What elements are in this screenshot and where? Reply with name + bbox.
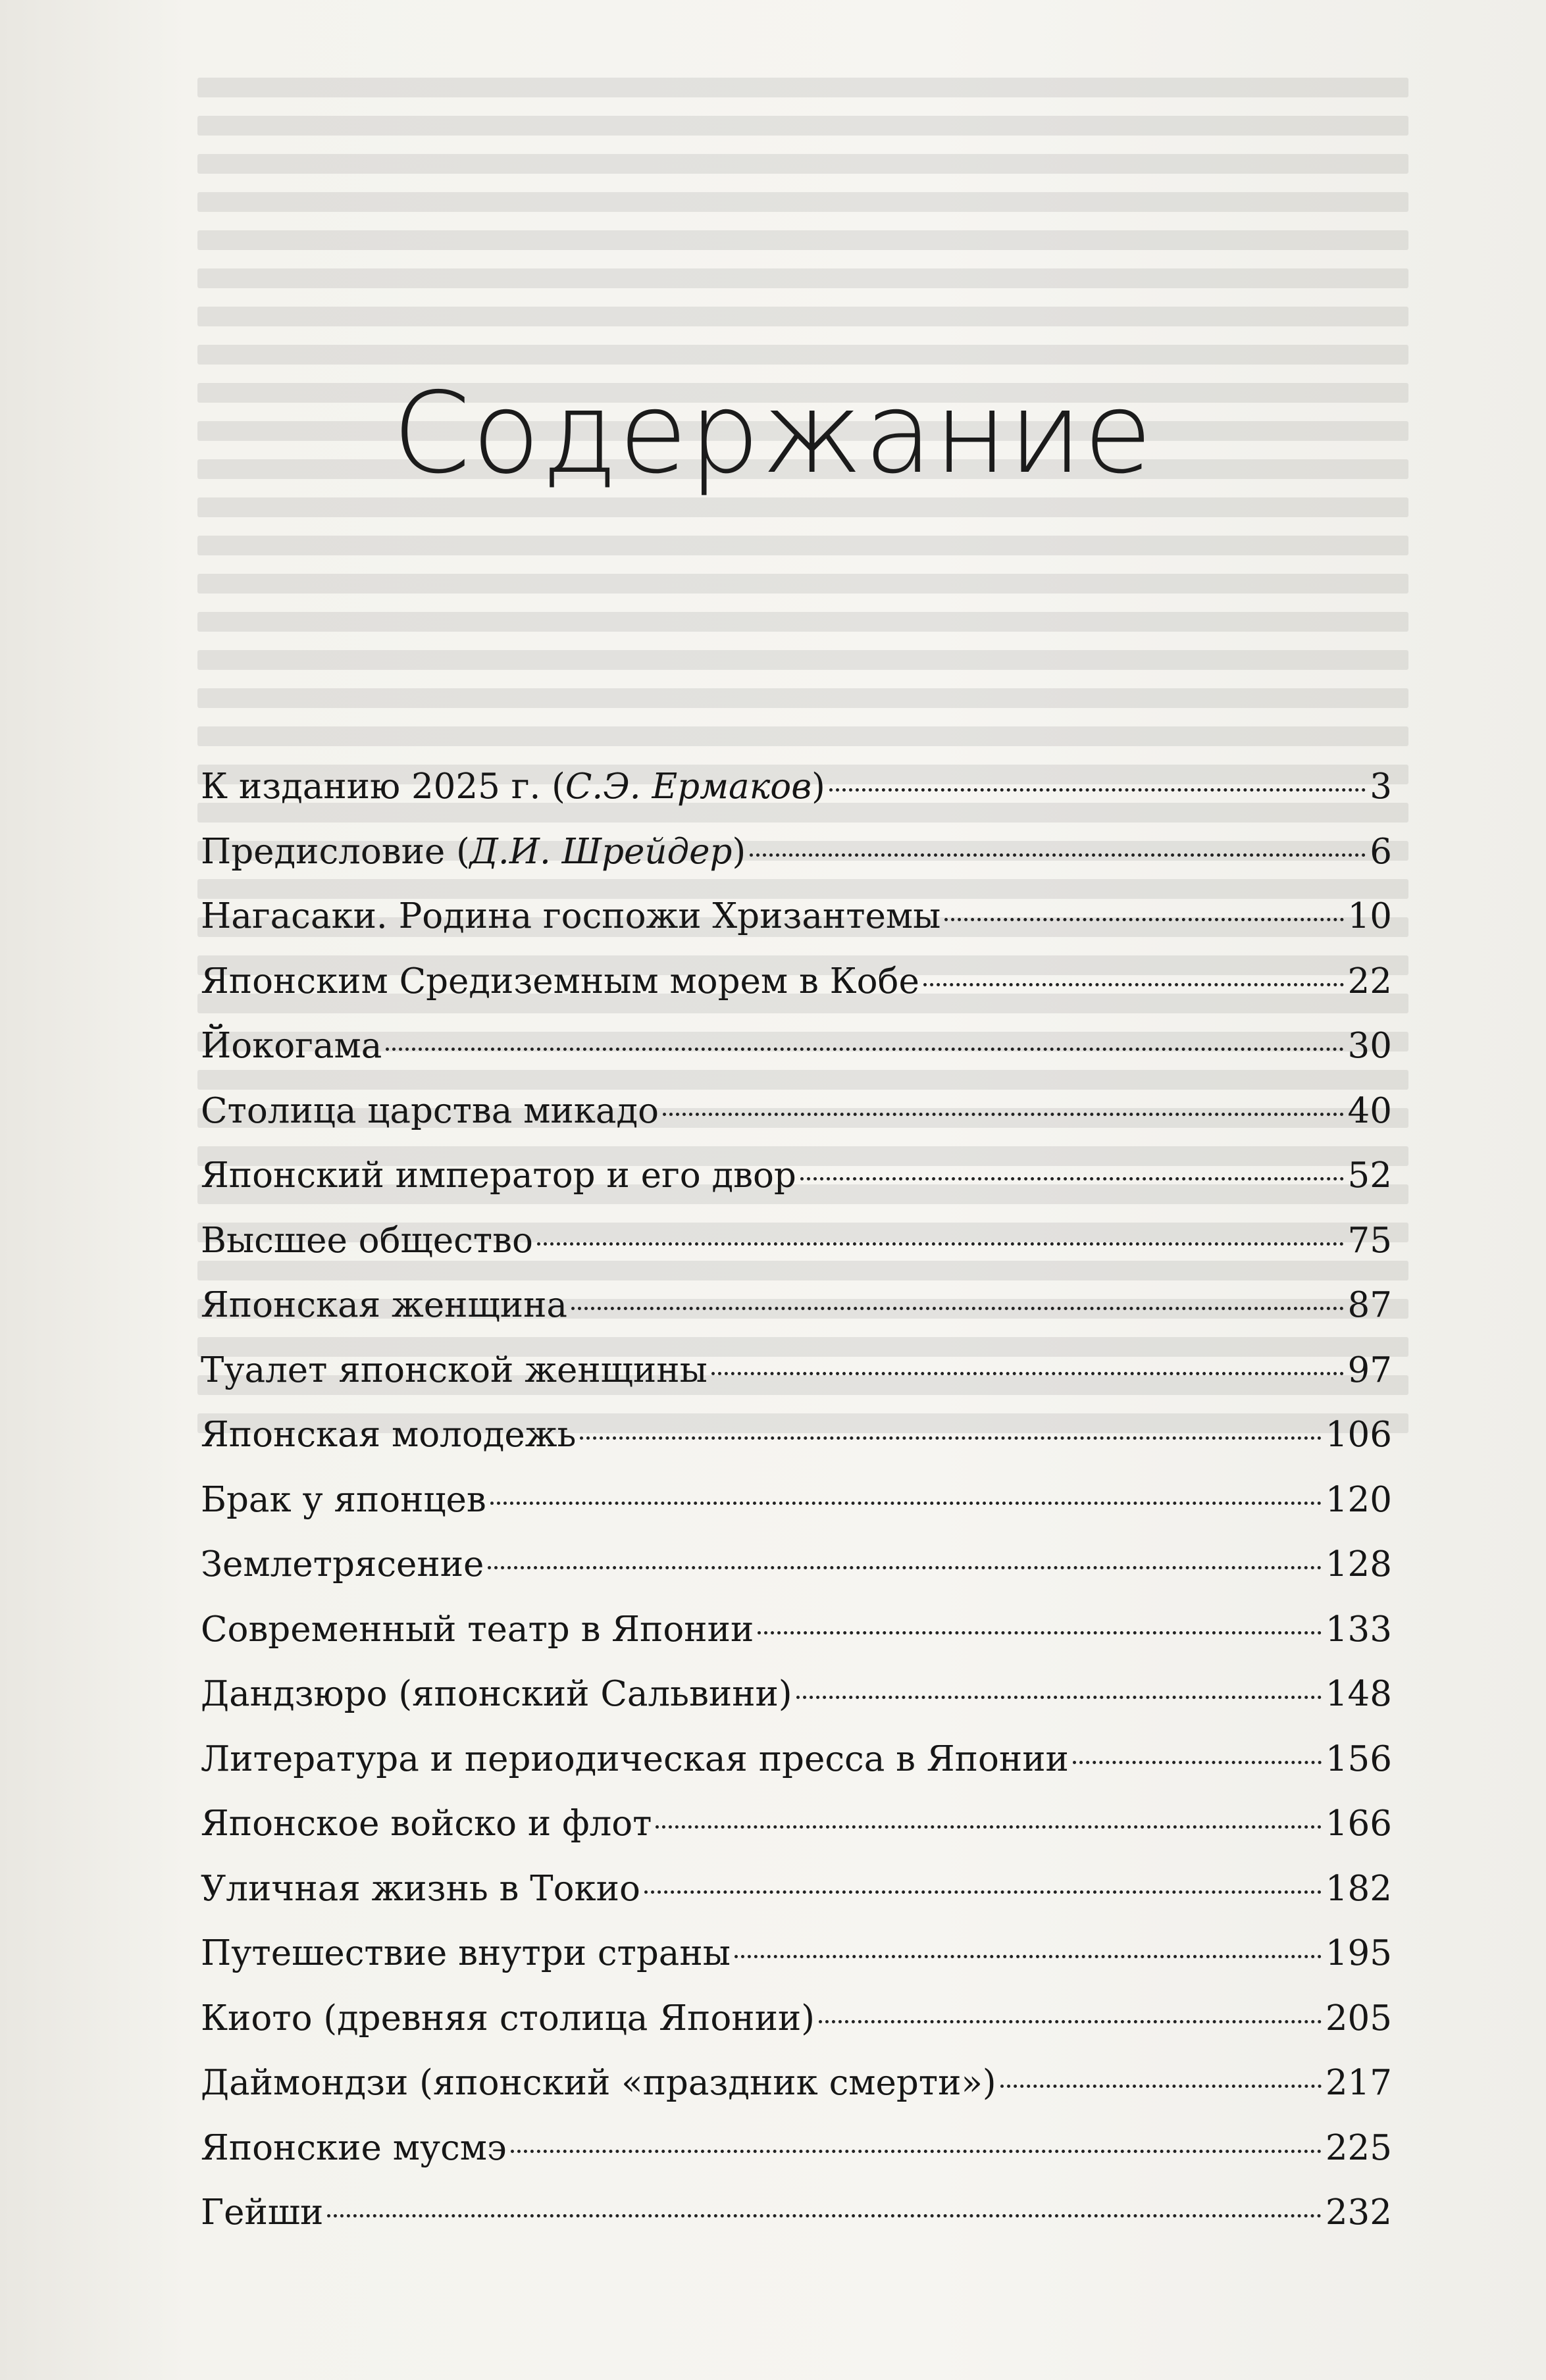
toc-dot-leader — [580, 1436, 1321, 1440]
toc-dot-leader — [490, 1502, 1322, 1505]
toc-page-number: 128 — [1325, 1544, 1392, 1584]
toc-entry-title-text: Землетрясение — [201, 1544, 484, 1584]
toc-entry-author: С.Э. Ермаков — [565, 767, 812, 807]
toc-page-number: 106 — [1325, 1415, 1392, 1455]
toc-dot-leader — [711, 1372, 1344, 1375]
toc-entry-title — [201, 2128, 507, 2168]
toc-entry-title-text: Японское войско и флот — [201, 1804, 652, 1844]
toc-entry-title-text: Дандзюро (японский Сальвини) — [201, 1674, 792, 1714]
toc-entry — [201, 1415, 1392, 1480]
toc-entry-title — [201, 767, 825, 807]
toc-entry-title-text: Японские мусмэ — [201, 2127, 507, 2168]
toc-entry — [201, 1221, 1392, 1286]
toc-entry-title-text: Литература и периодическая пресса в Японии — [201, 1738, 1069, 1779]
toc-entry-title — [201, 896, 940, 936]
toc-page-number: 22 — [1347, 961, 1392, 1001]
toc-entry-title — [201, 1674, 792, 1714]
toc-dot-leader — [644, 1890, 1322, 1894]
toc-dot-leader — [488, 1566, 1321, 1569]
toc-entry-title-text: Предисловие ( — [201, 831, 470, 872]
toc-page-number: 166 — [1325, 1804, 1392, 1844]
toc-entry — [201, 2063, 1392, 2128]
toc-entry — [201, 1091, 1392, 1156]
toc-dot-leader — [1073, 1761, 1322, 1764]
toc-dot-leader — [923, 983, 1344, 986]
toc-page-number: 10 — [1347, 896, 1392, 936]
toc-dot-leader — [758, 1631, 1322, 1634]
toc-entry — [201, 1998, 1392, 2064]
toc-entry-title — [201, 1026, 382, 1066]
toc-entry-title — [201, 1998, 815, 2038]
toc-dot-leader — [386, 1048, 1343, 1051]
toc-entry — [201, 1869, 1392, 1934]
toc-page-number: 75 — [1347, 1220, 1392, 1261]
toc-entry-title-text: Гейши — [201, 2192, 324, 2233]
toc-entry-title-text: Туалет японской женщины — [201, 1350, 708, 1390]
toc-entry-title — [201, 1091, 659, 1131]
toc-entry-title — [201, 1350, 708, 1390]
toc-page-number: 182 — [1325, 1868, 1392, 1909]
toc-entry — [201, 1544, 1392, 1609]
toc-entry-title — [201, 1609, 754, 1650]
toc-dot-leader — [327, 2214, 1321, 2217]
toc-entry-title-text: Японский император и его двор — [201, 1155, 796, 1196]
toc-entry-title — [201, 832, 746, 872]
toc-entry — [201, 2128, 1392, 2193]
toc-entry-title — [201, 1933, 731, 1973]
toc-dot-leader — [656, 1825, 1321, 1829]
toc-page-number: 6 — [1370, 831, 1392, 872]
toc-page-number: 195 — [1325, 1933, 1392, 1973]
toc-entry-title-end: ) — [732, 831, 746, 872]
toc-page-number: 156 — [1325, 1738, 1392, 1779]
toc-entry-title-text: Современный театр в Японии — [201, 1609, 754, 1650]
toc-entry-title — [201, 1155, 796, 1196]
toc-dot-leader — [571, 1307, 1344, 1310]
toc-entry-title — [201, 2063, 996, 2103]
toc-entry-title — [201, 1869, 640, 1909]
toc-entry — [201, 2192, 1392, 2258]
toc-entry-title-text: Японская молодежь — [201, 1415, 577, 1455]
toc-entry-title — [201, 1285, 567, 1325]
toc-entry-title — [201, 1804, 652, 1844]
toc-page-number: 52 — [1347, 1155, 1392, 1196]
toc-entry — [201, 1674, 1392, 1739]
toc-page-number: 217 — [1325, 2063, 1392, 2103]
toc-entry-author: Д.И. Шрейдер — [469, 831, 733, 872]
toc-dot-leader — [734, 1955, 1322, 1958]
toc-entry-title-text: Киото (древняя столица Японии) — [201, 1998, 815, 2038]
toc-dot-leader — [800, 1177, 1344, 1180]
toc-entry-title-text: Даймондзи (японский «праздник смерти») — [201, 2063, 996, 2103]
toc-dot-leader — [829, 788, 1366, 792]
toc-dot-leader — [819, 2020, 1322, 2023]
toc-page-number: 133 — [1325, 1609, 1392, 1650]
toc-dot-leader — [750, 853, 1366, 857]
toc-entry-title-text: Столица царства микадо — [201, 1090, 659, 1131]
toc-page-number: 97 — [1347, 1350, 1392, 1390]
toc-entry-title-text: К изданию 2025 г. ( — [201, 767, 565, 807]
toc-entry — [201, 1739, 1392, 1804]
toc-page-number: 232 — [1325, 2192, 1392, 2233]
table-of-contents — [201, 767, 1392, 2258]
toc-page-number: 40 — [1347, 1090, 1392, 1131]
toc-page-number: 225 — [1325, 2127, 1392, 2168]
toc-page-number: 205 — [1325, 1998, 1392, 2038]
toc-entry — [201, 767, 1392, 832]
toc-entry-title-text: Йокогама — [201, 1026, 382, 1066]
toc-entry-title — [201, 2192, 323, 2233]
toc-entry-title-text: Нагасаки. Родина госпожи Хризантемы — [201, 896, 941, 936]
toc-entry-title — [201, 1480, 486, 1520]
toc-entry — [201, 1480, 1392, 1545]
toc-entry-title — [201, 1415, 576, 1455]
page-title: Содержание — [392, 368, 1154, 499]
toc-entry — [201, 1804, 1392, 1869]
toc-entry — [201, 1155, 1392, 1221]
toc-entry — [201, 1350, 1392, 1415]
toc-entry — [201, 1026, 1392, 1091]
toc-dot-leader — [663, 1113, 1344, 1116]
toc-entry — [201, 961, 1392, 1026]
toc-page-number: 120 — [1325, 1479, 1392, 1520]
toc-dot-leader — [944, 918, 1343, 921]
toc-page-number: 30 — [1347, 1026, 1392, 1066]
toc-entry-title-text: Японским Средиземным морем в Кобе — [201, 961, 919, 1001]
toc-entry-title — [201, 1221, 533, 1261]
toc-entry — [201, 1285, 1392, 1350]
toc-dot-leader — [796, 1696, 1322, 1699]
toc-dot-leader — [537, 1242, 1344, 1246]
toc-dot-leader — [1000, 2085, 1322, 2088]
toc-dot-leader — [511, 2150, 1322, 2153]
toc-entry-title-text: Японская женщина — [201, 1285, 568, 1325]
toc-entry-title-text: Путешествие внутри страны — [201, 1933, 731, 1973]
toc-entry — [201, 1609, 1392, 1675]
toc-entry-title-text: Уличная жизнь в Токио — [201, 1868, 640, 1909]
toc-entry-title-text: Брак у японцев — [201, 1479, 486, 1520]
toc-entry — [201, 896, 1392, 961]
toc-entry-title-text: Высшее общество — [201, 1220, 533, 1261]
toc-entry — [201, 1933, 1392, 1998]
toc-page-number: 3 — [1370, 767, 1392, 807]
toc-entry — [201, 832, 1392, 897]
toc-page-number: 148 — [1325, 1674, 1392, 1714]
toc-page-number: 87 — [1347, 1285, 1392, 1325]
toc-entry-title — [201, 961, 919, 1001]
toc-entry-title — [201, 1544, 484, 1584]
toc-entry-title-end: ) — [812, 767, 825, 807]
toc-entry-title — [201, 1739, 1069, 1779]
